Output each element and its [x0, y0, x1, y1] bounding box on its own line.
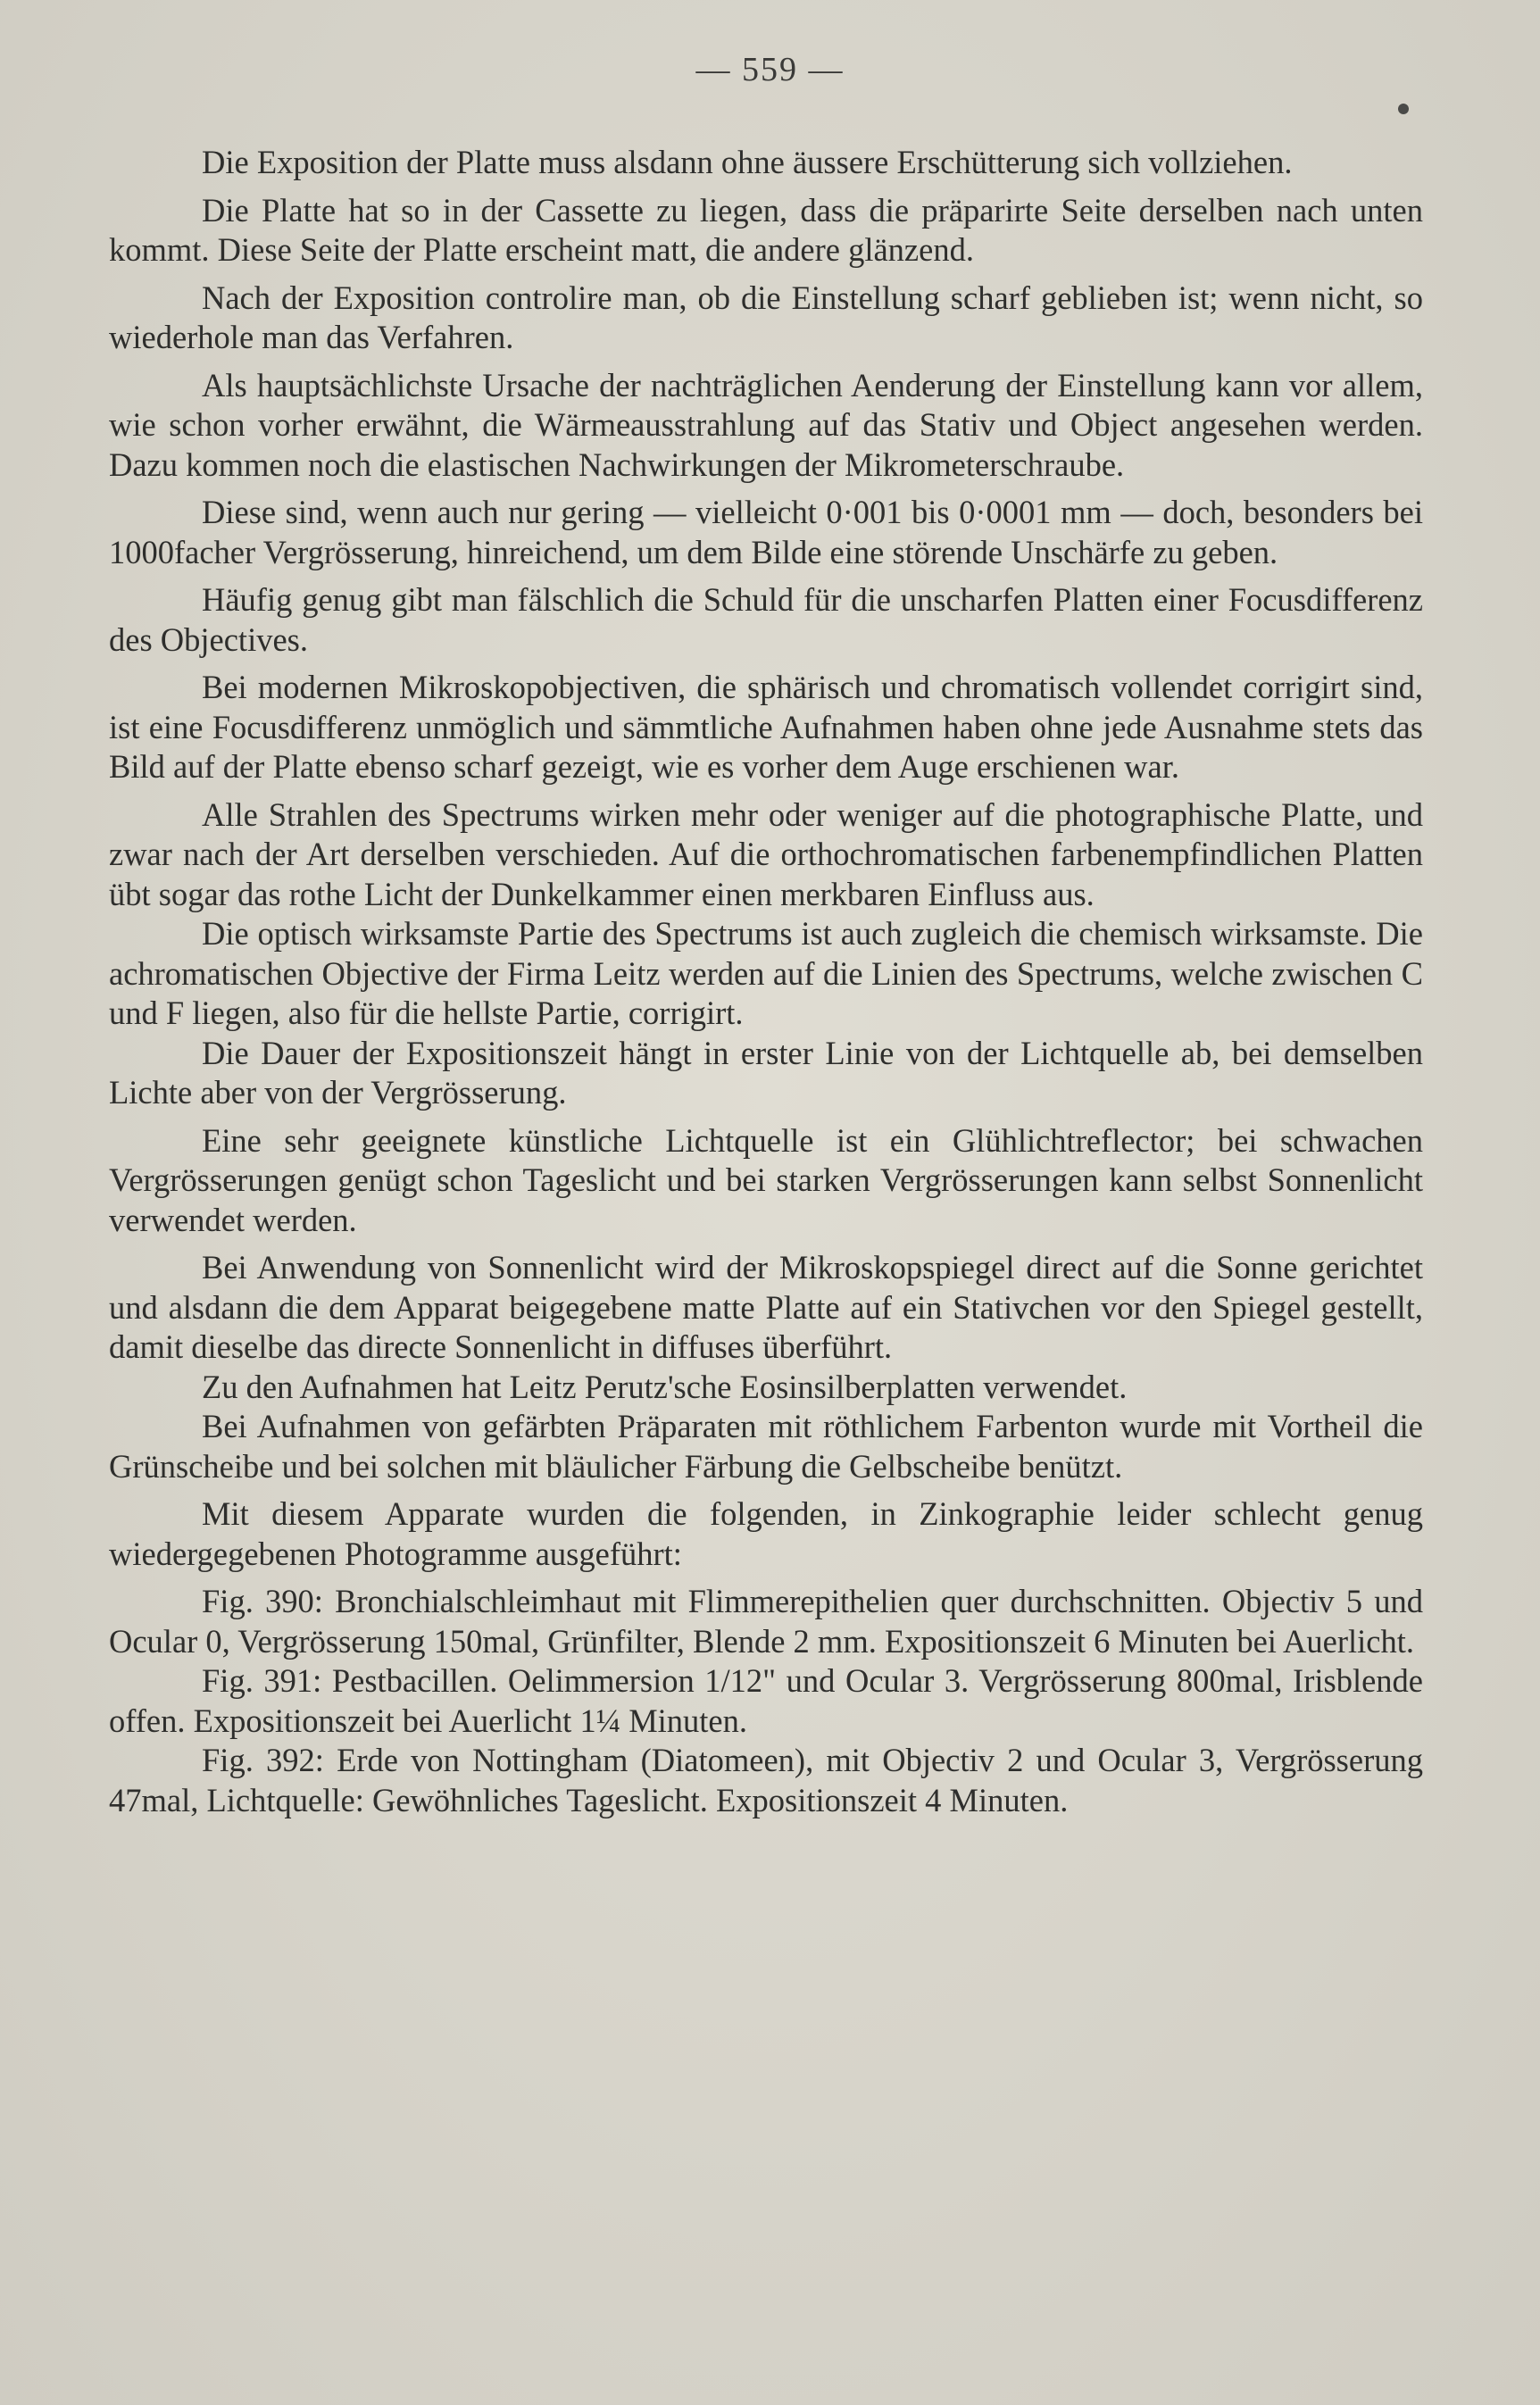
paragraph: Eine sehr geeignete künstliche Lichtquelle ist ein Glühlichtreflector; bei schwachen Vergrösserungen genügt schon Tageslicht und bei starken Vergrösserungen kann selbst Sonnenlicht verwendet werden. [109, 1121, 1423, 1238]
paragraph: Diese sind, wenn auch nur gering — vielleicht 0·001 bis 0·0001 mm — doch, besonders bei 1000facher Vergrösserung, hinreichend, um dem Bilde eine störende Unschärfe zu geben. [109, 494, 1423, 570]
figure-caption: Fig. 391: Pestbacillen. Oelimmersion 1/12" und Ocular 3. Vergrösserung 800mal, Irisblende offen. Expositionszeit bei Auerlicht 1¼ Minuten. [109, 1662, 1423, 1739]
paragraph: Die Platte hat so in der Cassette zu liegen, dass die präparirte Seite derselben nach unten kommt. Diese Seite der Platte erscheint matt, die andere glänzend. [109, 191, 1423, 268]
paragraph: Als hauptsächlichste Ursache der nachträglichen Aenderung der Einstellung kann vor allem, wie schon vorher erwähnt, die Wärmeausstrahlung auf das Stativ und Object angesehen werden. Dazu kommen noch die elastischen Nachwirkungen der Mikrometerschraube. [109, 366, 1423, 483]
paragraph: Mit diesem Apparate wurden die folgenden, in Zinkographie leider schlecht genug wiedergegebenen Photogramme ausgeführt: [109, 1495, 1423, 1572]
figure-caption: Fig. 392: Erde von Nottingham (Diatomeen), mit Objectiv 2 und Ocular 3, Vergrösserung 47mal, Lichtquelle: Gewöhnliches Tageslicht. Expositionszeit 4 Minuten. [109, 1742, 1423, 1818]
paragraph: Die optisch wirksamste Partie des Spectrums ist auch zugleich die chemisch wirksamste. Die achromatischen Objective der Firma Leitz werden auf die Linien des Spectrums, welche zwischen C und F liegen, also für die hellste Partie, corrigirt. [109, 915, 1423, 1031]
body-text [109, 143, 1423, 1820]
paragraph: Zu den Aufnahmen hat Leitz Perutz'sche Eosinsilberplatten verwendet. [202, 1368, 1128, 1405]
paragraph: Bei modernen Mikroskopobjectiven, die sphärisch und chromatisch vollendet corrigirt sind, ist eine Focusdifferenz unmöglich und sämmtliche Aufnahmen haben ohne jede Ausnahme stets das Bild auf der Platte ebenso scharf gezeigt, wie es vorher dem Auge erschienen war. [109, 669, 1423, 785]
paragraph: Bei Aufnahmen von gefärbten Präparaten mit röthlichem Farbenton wurde mit Vortheil die Grünscheibe und bei solchen mit bläulicher Färbung die Gelbscheibe benützt. [109, 1408, 1423, 1485]
page-number: — 559 — [695, 51, 845, 88]
paragraph: Die Exposition der Platte muss alsdann ohne äussere Erschütterung sich vollziehen. [202, 144, 1293, 180]
paragraph: Bei Anwendung von Sonnenlicht wird der Mikroskopspiegel direct auf die Sonne gerichtet und alsdann die dem Apparat beigegebene matte Platte auf ein Stativchen vor den Spiegel gestellt, damit dieselbe das directe Sonnenlicht in diffuses überführt. [109, 1249, 1423, 1365]
figure-caption: Fig. 390: Bronchialschleimhaut mit Flimmerepithelien quer durchschnitten. Objectiv 5 und Ocular 0, Vergrösserung 150mal, Grünfilter, Blende 2 mm. Expositionszeit 6 Minuten bei Auerlicht. [109, 1583, 1423, 1660]
paragraph: Die Dauer der Expositionszeit hängt in erster Linie von der Lichtquelle ab, bei demselben Lichte aber von der Vergrösserung. [109, 1034, 1423, 1111]
paragraph: Alle Strahlen des Spectrums wirken mehr oder weniger auf die photographische Platte, und zwar nach der Art derselben verschieden. Auf die orthochromatischen farbenempfindlichen Platten übt sogar das rothe Licht der Dunkelkammer einen merkbaren Einfluss aus. [109, 795, 1423, 912]
paragraph: Häufig genug gibt man fälschlich die Schuld für die unscharfen Platten einer Focusdifferenz des Objectives. [109, 581, 1423, 658]
ink-speck [1398, 104, 1409, 114]
paragraph: Nach der Exposition controlire man, ob die Einstellung scharf geblieben ist; wenn nicht, so wiederhole man das Verfahren. [109, 279, 1423, 355]
